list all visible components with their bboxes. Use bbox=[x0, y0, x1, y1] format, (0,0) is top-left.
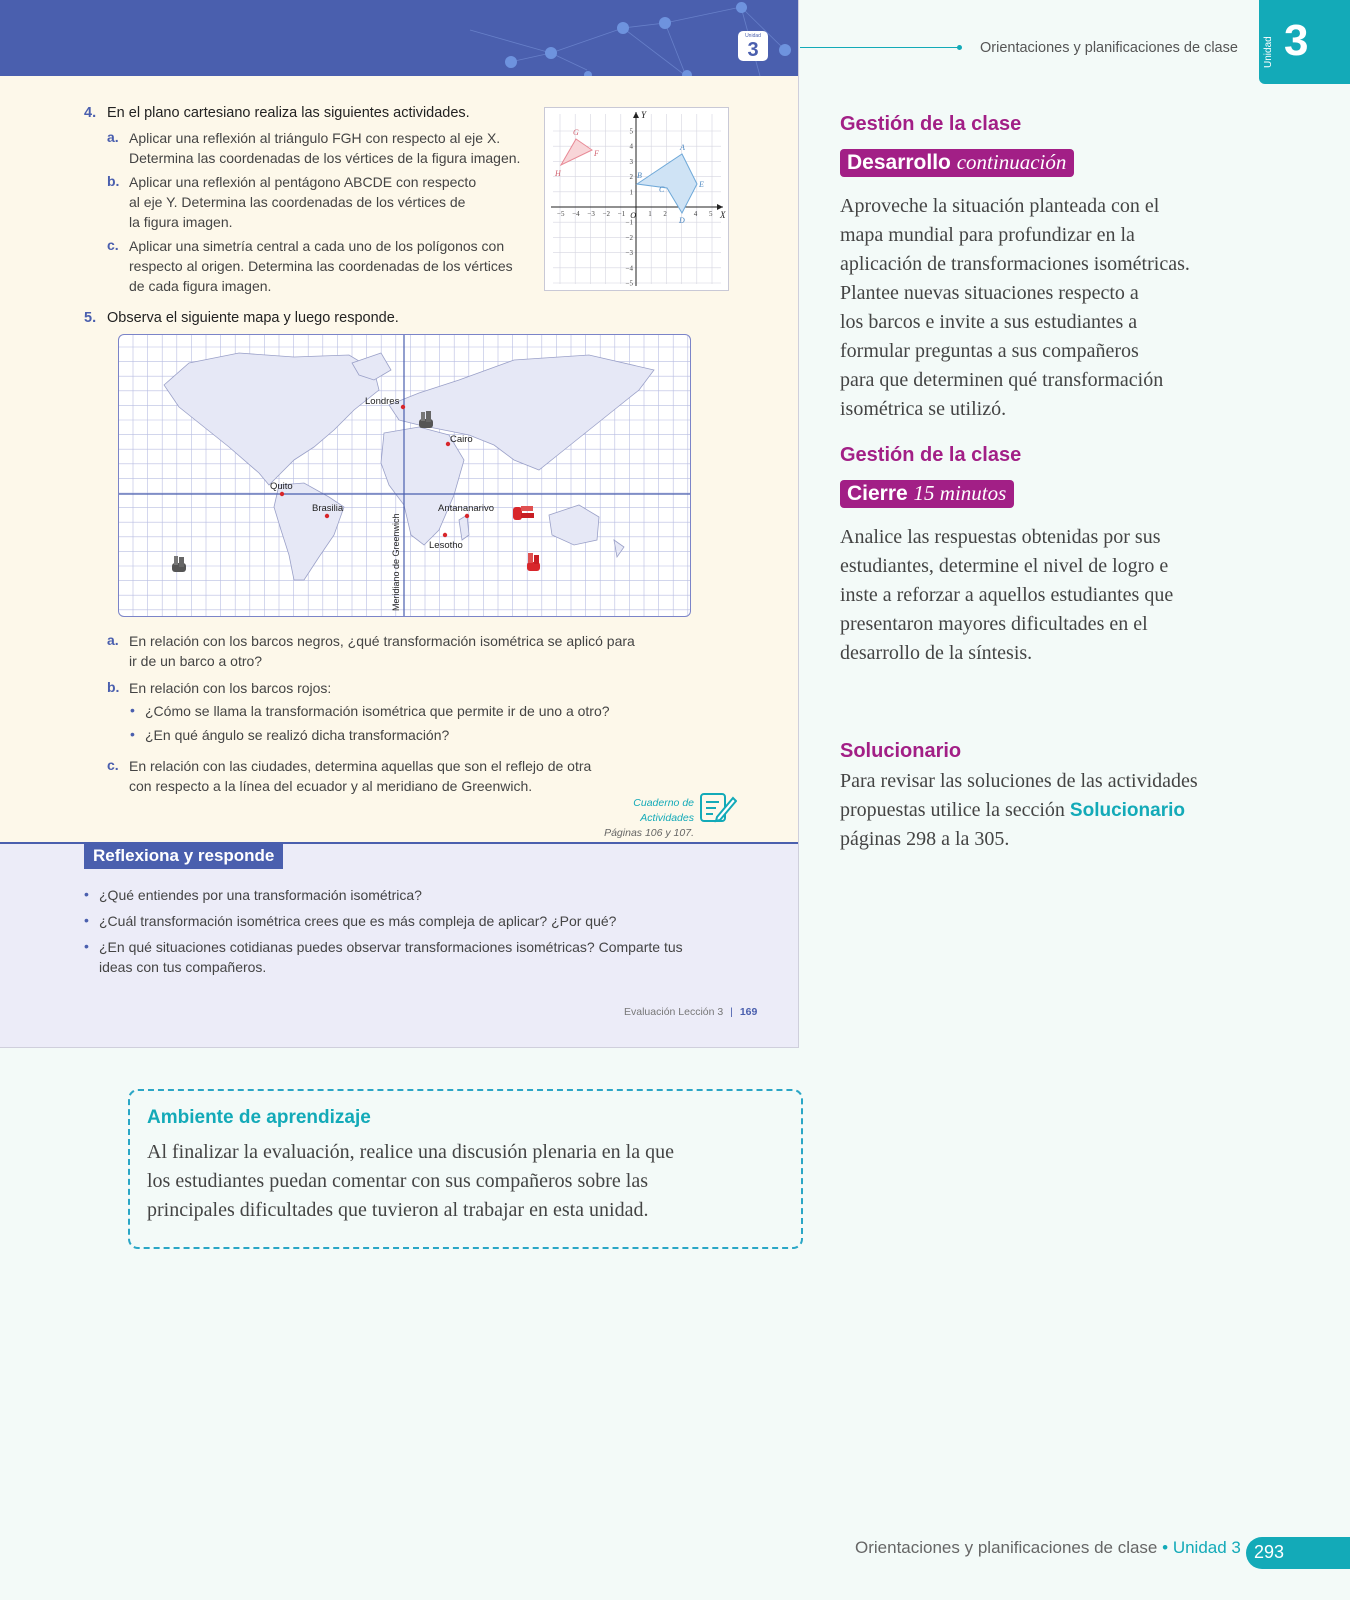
vertex-e: E bbox=[699, 180, 704, 189]
origin-label: O bbox=[630, 211, 636, 220]
cartesian-plane-figure bbox=[544, 107, 729, 291]
gestion-heading-2: Gestión de la clase bbox=[840, 444, 1022, 466]
gestion-heading-1: Gestión de la clase bbox=[840, 113, 1022, 135]
q4-item-c-letter: c. bbox=[107, 237, 119, 253]
q4-item-c: Aplicar una simetría central a cada uno de los polígonos con respecto al origen. Determina las coordenadas de los vértices de cada figura imagen. bbox=[129, 238, 513, 294]
side-tab-unit-label: Unidad bbox=[1263, 36, 1274, 68]
meridian-label: Meridiano de Greenwich bbox=[391, 513, 401, 611]
q5-item-b-bullet-2: ¿En qué ángulo se realizó dicha transformación? bbox=[145, 727, 450, 743]
x-tick-label: −3 bbox=[587, 210, 595, 218]
y-tick-label: −5 bbox=[625, 279, 633, 288]
x-tick-label: −5 bbox=[557, 210, 565, 218]
cuaderno-title: Cuaderno de Actividades bbox=[633, 797, 694, 824]
q5-item-b-bullet-1: ¿Cómo se llama la transformación isométrica que permite ir de uno a otro? bbox=[145, 703, 610, 719]
y-tick-label: 5 bbox=[629, 127, 633, 136]
footer-separator: • bbox=[1162, 1538, 1169, 1557]
vertex-f: F bbox=[594, 149, 599, 158]
page-number-tab bbox=[1246, 1537, 1350, 1569]
x-tick-label: 4 bbox=[693, 210, 698, 218]
q5-item-c-letter: c. bbox=[107, 757, 119, 773]
q5-item-a: En relación con los barcos negros, ¿qué transformación isométrica se aplicó para ir de un barco a otro? bbox=[129, 633, 635, 669]
x-tick-label: 1 bbox=[648, 210, 652, 218]
page-footer bbox=[855, 1538, 1241, 1558]
city-dot-londres bbox=[401, 405, 405, 409]
question-4-text: En el plano cartesiano realiza las siguientes actividades. bbox=[107, 105, 470, 121]
black-ship-top-icon bbox=[419, 411, 433, 428]
bullet-icon: • bbox=[84, 912, 89, 928]
red-ship-lower-icon bbox=[527, 553, 540, 571]
y-tick-label: 1 bbox=[629, 188, 633, 197]
black-ship-bottom-icon bbox=[172, 556, 186, 572]
vertex-b: B bbox=[637, 171, 642, 180]
red-ship-right-icon bbox=[513, 506, 534, 520]
cierre-duration: 15 minutos bbox=[913, 481, 1007, 505]
page-number: 293 bbox=[1254, 1542, 1285, 1562]
city-dot-lesotho bbox=[443, 533, 447, 537]
y-tick-label: 4 bbox=[629, 142, 633, 151]
q5-item-b-letter: b. bbox=[107, 679, 120, 695]
ambiente-heading: Ambiente de aprendizaje bbox=[147, 1107, 371, 1128]
y-tick-label: −4 bbox=[625, 264, 633, 273]
q4-item-b-letter: b. bbox=[107, 173, 120, 189]
unit-badge-label: Unidad bbox=[745, 33, 761, 39]
unit-badge bbox=[738, 31, 768, 61]
student-footer-text: Evaluación Lección 3 bbox=[624, 1006, 724, 1018]
y-tick-label: −2 bbox=[625, 233, 633, 242]
pentagon-abcde bbox=[637, 154, 697, 213]
bullet-icon: • bbox=[130, 726, 135, 742]
world-map bbox=[118, 334, 691, 617]
question-5-text: Observa el siguiente mapa y luego responde. bbox=[107, 310, 399, 326]
x-tick-label: −4 bbox=[572, 210, 580, 218]
unit-side-tab bbox=[1259, 0, 1350, 84]
city-label-cairo: Cairo bbox=[450, 434, 473, 445]
reflexiona-bullet-1: ¿Qué entiendes por una transformación isométrica? bbox=[99, 887, 422, 903]
desarrollo-paragraph: Aproveche la situación planteada con el mapa mundial para profundizar en la aplicación de transformaciones isométricas. Plantee nuevas situaciones respecto a los barcos e invite a sus estudiantes a formular preguntas a sus compañeros para que determinen qué transformación isométrica se utilizó. bbox=[840, 195, 1190, 420]
bullet-icon: • bbox=[84, 938, 89, 954]
q4-item-a: Aplicar una reflexión al triángulo FGH con respecto al eje X. Determina las coordenadas de los vértices de la figura imagen. bbox=[129, 130, 521, 166]
city-label-lesotho: Lesotho bbox=[429, 540, 463, 551]
unit-badge-number: 3 bbox=[747, 39, 759, 61]
city-label-antananarivo: Antananarivo bbox=[438, 503, 494, 514]
vertex-d: D bbox=[679, 216, 685, 225]
city-label-brasilia: Brasilia bbox=[312, 503, 344, 514]
desarrollo-continuacion: continuación bbox=[956, 150, 1067, 174]
bullet-icon: • bbox=[130, 702, 135, 718]
vertex-a: A bbox=[680, 143, 685, 152]
cierre-pill bbox=[840, 480, 1014, 508]
x-tick-label: −2 bbox=[602, 210, 611, 218]
banner-network-decoration bbox=[0, 0, 798, 76]
cierre-label: Cierre bbox=[847, 482, 908, 505]
world-map-svg bbox=[119, 335, 690, 616]
header-rule-dot bbox=[957, 45, 962, 50]
bullet-icon: • bbox=[84, 886, 89, 902]
footer-unit: Unidad 3 bbox=[1172, 1538, 1241, 1557]
vertex-c: C bbox=[659, 185, 665, 194]
cuaderno-pages: Páginas 106 y 107. bbox=[604, 827, 694, 839]
desarrollo-label: Desarrollo bbox=[847, 151, 951, 174]
reflexiona-title: Reflexiona y responde bbox=[84, 844, 283, 869]
student-page bbox=[0, 0, 799, 1048]
continents bbox=[164, 353, 654, 580]
footer-text: Orientaciones y planificaciones de clase bbox=[855, 1538, 1158, 1557]
solucionario-link[interactable]: Solucionario bbox=[1069, 800, 1185, 821]
city-label-quito: Quito bbox=[270, 481, 293, 492]
city-dot-quito bbox=[280, 492, 284, 496]
reflexiona-bullet-3: ¿En qué situaciones cotidianas puedes observar transformaciones isométricas? Comparte tus ideas con tus compañeros. bbox=[99, 939, 683, 975]
ambiente-box bbox=[128, 1089, 803, 1249]
city-label-londres: Londres bbox=[365, 396, 400, 407]
solucionario-heading: Solucionario bbox=[840, 740, 962, 762]
question-5-number: 5. bbox=[84, 310, 97, 326]
q4-item-a-letter: a. bbox=[107, 129, 119, 145]
question-4-number: 4. bbox=[84, 105, 97, 121]
y-tick-label: 3 bbox=[629, 157, 633, 166]
x-tick-label: 2 bbox=[663, 210, 667, 218]
page-banner bbox=[0, 0, 798, 76]
q5-item-a-letter: a. bbox=[107, 632, 119, 648]
q4-item-b: Aplicar una reflexión al pentágono ABCDE con respecto al eje Y. Determina las coordenadas de los vértices de la figura imagen. bbox=[129, 174, 477, 230]
right-header-title: Orientaciones y planificaciones de clase bbox=[980, 40, 1238, 56]
side-tab-unit-number: 3 bbox=[1284, 16, 1309, 65]
notebook-pencil-icon bbox=[699, 790, 737, 824]
y-tick-label: −3 bbox=[625, 249, 633, 258]
y-tick-label: −1 bbox=[625, 218, 633, 227]
ambiente-paragraph: Al finalizar la evaluación, realice una discusión plenaria en la que los estudiantes puedan comentar con sus compañeros sobre las principales dificultades que tuvieron al trabajar en esta unidad. bbox=[147, 1141, 674, 1221]
q5-item-b: En relación con los barcos rojos: bbox=[129, 680, 332, 696]
city-dot-brasilia bbox=[325, 514, 329, 518]
student-page-number: 169 bbox=[739, 1006, 758, 1018]
q5-item-c: En relación con las ciudades, determina aquellas que son el reflejo de otra con respecto a la línea del ecuador y al meridiano de Greenwich. bbox=[129, 758, 592, 794]
header-rule bbox=[800, 47, 960, 48]
cierre-paragraph: Analice las respuestas obtenidas por sus estudiantes, determine el nivel de logro e inste a reforzar a aquellos estudiantes que presentaron mayores dificultades en el desarrollo de la síntesis. bbox=[840, 526, 1174, 664]
student-page-footer: Evaluación Lección 3 | 169 bbox=[624, 1006, 758, 1018]
cuaderno-reference bbox=[580, 796, 694, 841]
y-tick-label: 2 bbox=[629, 173, 633, 182]
vertex-h: H bbox=[555, 169, 561, 178]
y-axis-label: Y bbox=[641, 110, 647, 120]
cartesian-plane-svg bbox=[545, 108, 728, 290]
solucionario-paragraph: Para revisar las soluciones de las actividades propuestas utilice la sección Solucionario páginas 298 a la 305. bbox=[840, 770, 1198, 850]
reflexiona-bullet-2: ¿Cuál transformación isométrica crees que es más compleja de aplicar? ¿Por qué? bbox=[99, 913, 617, 929]
city-dot-antananarivo bbox=[465, 514, 469, 518]
desarrollo-pill bbox=[840, 149, 1074, 177]
x-tick-label: −1 bbox=[617, 210, 626, 218]
x-tick-label: 5 bbox=[709, 210, 713, 218]
x-axis-label: X bbox=[720, 210, 726, 220]
vertex-g: G bbox=[573, 128, 579, 137]
